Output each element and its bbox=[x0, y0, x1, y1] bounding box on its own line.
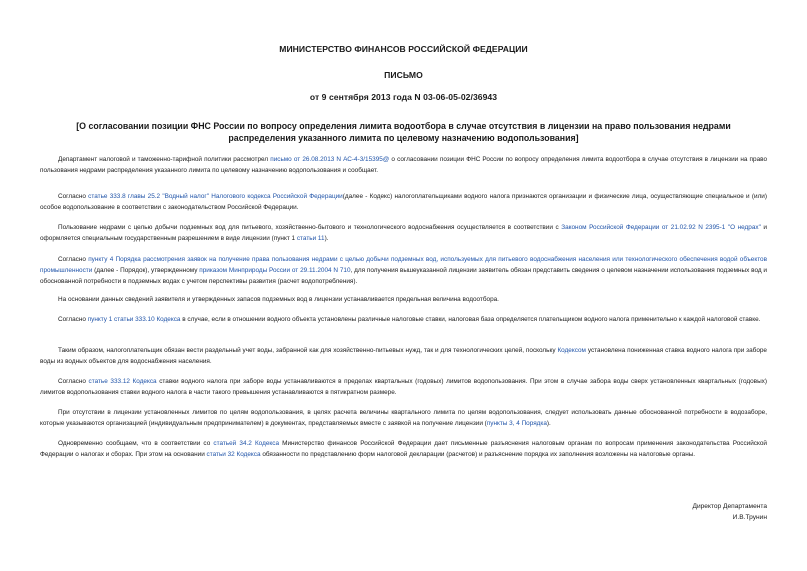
paragraph-text: (далее - Порядок), утвержденному bbox=[92, 266, 200, 274]
link-letter-fns[interactable]: письмо от 26.08.2013 N АС-4-3/15395@ bbox=[270, 156, 390, 163]
paragraph-text: Департамент налоговой и таможенно-тарифной политики рассмотрел bbox=[58, 156, 271, 163]
paragraph-text: ставки водного налога при заборе воды устанавливаются в пределах квартальных (годовых) лимитов водопользования. При этом в случае забора воды сверх установленных квартальных (годовых) лимитов водопользования ставки водного налога в части такого превышения устанавливаются в пятикратном размере. bbox=[40, 378, 767, 396]
paragraph-text: ). bbox=[324, 234, 329, 242]
signature-position: Директор Департамента bbox=[692, 503, 767, 510]
paragraph-2 bbox=[40, 192, 767, 214]
paragraph-4 bbox=[40, 255, 767, 287]
paragraph-text: При отсутствии в лицензии установленных лимитов по целям водопользования, в целях расчета величины квартального лимита по целям водопользования, следует использовать данные обоснованной потребности в водозаборе, которые указываются организацией (индивидуальным предпринимателем) в документах, представляемых вместе с заявкой на получение лицензии ( bbox=[40, 409, 767, 427]
link-law-on-subsoil[interactable]: Законом Российской Федерации от 21.02.92 N 2395-1 "О недрах" bbox=[561, 224, 761, 231]
paragraph-5 bbox=[40, 295, 767, 306]
link-procedure-item-4[interactable]: пункту 4 Порядка рассмотрения заявок на получение права пользования недрами с целью добычи подземных вод, используемых для питьевого водоснабжения населения или технологического обеспечения водой объектов промышленности bbox=[40, 256, 767, 274]
link-article-11[interactable]: статьи 11 bbox=[296, 234, 325, 242]
paragraph-3 bbox=[40, 223, 767, 245]
ministry-title: МИНИСТЕРСТВО ФИНАНСОВ РОССИЙСКОЙ ФЕДЕРАЦИИ bbox=[279, 44, 528, 54]
paragraph-text: Таким образом, налогоплательщик обязан вести раздельный учет воды, забранной как для хозяйственно-питьевых нужд, так и для технологических целей, поскольку bbox=[58, 347, 558, 354]
link-article-333-12[interactable]: статье 333.12 Кодекса bbox=[88, 378, 157, 385]
paragraph-text: Согласно bbox=[58, 378, 89, 385]
document-type: ПИСЬМО bbox=[384, 70, 423, 80]
link-code[interactable]: Кодексом bbox=[557, 347, 586, 354]
paragraph-10 bbox=[40, 439, 767, 461]
paragraph-text: Согласно bbox=[58, 256, 89, 263]
paragraph-text: о согласовании позиции ФНС России по вопросу определения лимита водоотбора в случае отсутствия в лицензии на право пользования недрами распределения указанного лимита по целевому назначению водопользования и сообщает. bbox=[40, 156, 767, 174]
document-date-number: от 9 сентября 2013 года N 03-06-05-02/36943 bbox=[309, 92, 498, 102]
paragraph-text: (далее - Кодекс) налогоплательщиками водного налога признаются организации и физические лица, осуществляющие специальное и (или) особое водопользование в соответствии с законодательством Российской Федерации. bbox=[40, 193, 767, 211]
link-article-32[interactable]: статьи 32 Кодекса bbox=[206, 450, 261, 458]
paragraph-text: Пользование недрами с целью добычи подземных вод для питьевого, хозяйственно-бытового и технологического водоснабжения осуществляется в соответствии с bbox=[58, 224, 562, 231]
paragraph-9 bbox=[40, 408, 767, 430]
paragraph-text: На основании данных сведений заявителя и утвержденных запасов подземных вод в лицензии устанавливается предельная величина водоотбора. bbox=[58, 296, 499, 303]
link-procedure-items-3-4[interactable]: пункты 3, 4 Порядка bbox=[486, 419, 547, 427]
paragraph-text: , для получения вышеуказанной лицензии заявитель обязан представить сведения о целевом назначении использования подземных вод и обоснованной потребности в подземных водах с учетом перспективы развития (расчет водопотребления). bbox=[40, 266, 768, 285]
paragraph-text: Согласно bbox=[58, 316, 88, 323]
paragraph-6 bbox=[40, 315, 767, 326]
link-article-333-10[interactable]: пункту 1 статьи 333.10 Кодекса bbox=[87, 316, 181, 323]
signature-name: И.В.Трунин bbox=[732, 514, 767, 521]
paragraph-text: установлена пониженная ставка водного налога при заборе воды из водных объектов для водоснабжения населения. bbox=[40, 347, 767, 365]
link-article-333-8[interactable]: статье 333.8 главы 25.2 "Водный налог" Налогового кодекса Российской Федерации bbox=[88, 193, 343, 200]
paragraph-text: в случае, если в отношении водного объекта установлены различные налоговые ставки, налоговая база определяется плательщиком водного налога применительно к каждой налоговой ставке. bbox=[180, 316, 761, 323]
link-order-710[interactable]: приказом Минприроды России от 29.11.2004 N 710 bbox=[199, 266, 351, 274]
paragraph-1 bbox=[40, 155, 767, 177]
paragraph-text: обязанности по представлению форм налоговой декларации (расчетов) и разъяснение порядка их заполнения возложены на налоговые органы. bbox=[260, 450, 696, 458]
document-subject bbox=[60, 120, 747, 144]
paragraph-7 bbox=[40, 346, 767, 368]
paragraph-text: ). bbox=[546, 419, 551, 427]
subject-line-2: распределения указанного лимита по целевому назначению водопользования] bbox=[228, 133, 579, 143]
subject-line-1: [О согласовании позиции ФНС России по вопросу определения лимита водоотбора в случае отсутствия в лицензии на право пользования недрами bbox=[76, 121, 731, 131]
link-article-34-2[interactable]: статьей 34.2 Кодекса bbox=[213, 440, 279, 447]
paragraph-text: Министерство финансов Российской Федерации дает письменные разъяснения налоговым органам по вопросам применения законодательства Российской Федерации о налогах и сборах. При этом на основании bbox=[40, 440, 767, 458]
paragraph-text: Согласно bbox=[58, 193, 89, 200]
paragraph-text: и оформляется специальным государственным разрешением в виде лицензии (пункт 1 bbox=[40, 224, 767, 242]
paragraph-8 bbox=[40, 377, 767, 399]
signature-block bbox=[567, 501, 767, 523]
paragraph-text: Одновременно сообщаем, что в соответствии со bbox=[58, 440, 214, 447]
